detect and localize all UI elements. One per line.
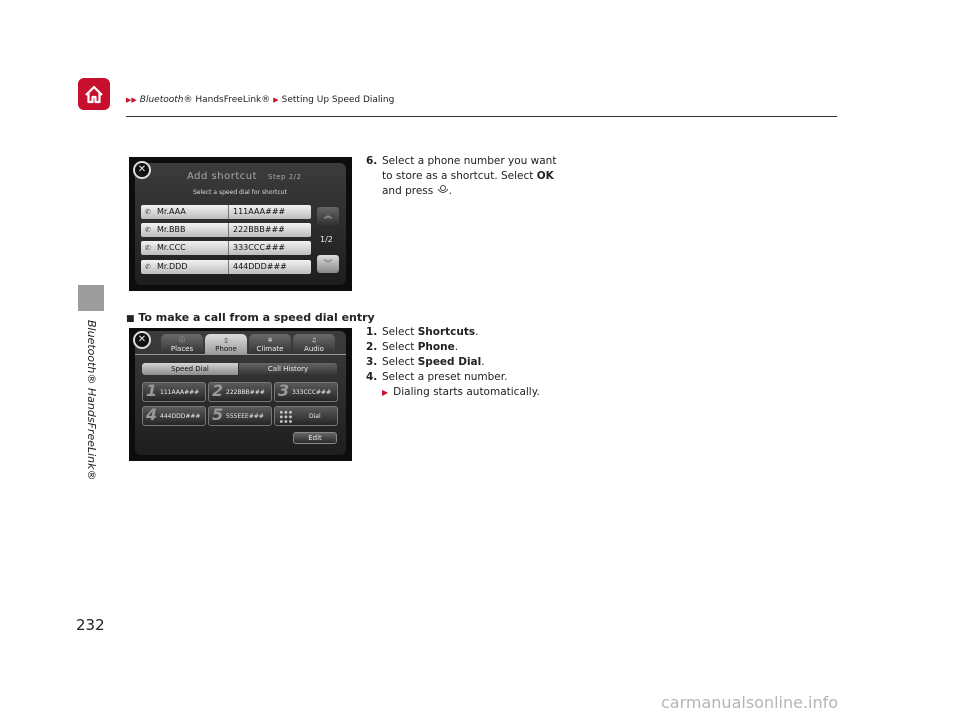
contact-row[interactable]: ✆ Mr.BBB 222BBB### [141, 223, 311, 237]
speed-dial-preset[interactable]: 5 555EEE### [208, 406, 272, 426]
tab-climate[interactable]: ✲ Climate [249, 334, 291, 354]
speed-dial-preset[interactable]: 1 111AAA### [142, 382, 206, 402]
scroll-down-icon[interactable]: ︾ [317, 255, 339, 273]
contact-row[interactable]: ✆ Mr.AAA 111AAA### [141, 205, 311, 219]
steps-list [366, 325, 540, 400]
step-item: 1. Select Shortcuts. [366, 326, 479, 338]
call-history-tab[interactable]: Call History [239, 363, 337, 375]
scroll-up-icon[interactable]: ︽ [317, 207, 339, 225]
speed-dial-tab[interactable]: Speed Dial [142, 363, 238, 375]
screen-subtitle: Select a speed dial for shortcut [193, 189, 287, 196]
speed-dial-preset[interactable]: 2 222BBB### [208, 382, 272, 402]
screen-title: Add shortcut Step 2/2 [187, 171, 302, 182]
keypad-icon [279, 410, 293, 424]
step-item: 2. Select Phone. [366, 341, 459, 353]
header-rule [126, 116, 837, 117]
step-item: 3. Select Speed Dial. [366, 356, 485, 368]
speed-dial-preset[interactable]: 3 333CCC### [274, 382, 338, 402]
step-result: ▶ Dialing starts automatically. [382, 386, 540, 398]
side-chapter-label: Bluetooth® HandsFreeLink® [85, 320, 98, 481]
tab-phone[interactable]: ▯ Phone [205, 334, 247, 354]
step-6: 6. Select a phone number you want to store as a shortcut. Select OK and press . [366, 155, 557, 197]
step-item: 4. Select a preset number. [366, 371, 508, 383]
breadcrumb-bluetooth[interactable]: Bluetooth [139, 95, 184, 105]
tab-audio[interactable]: ♫ Audio [293, 334, 335, 354]
home-icon[interactable] [78, 78, 110, 110]
contact-row[interactable]: ✆ Mr.DDD 444DDD### [141, 260, 311, 274]
breadcrumb-arrow-icon: ▶▶ [126, 96, 137, 104]
close-icon[interactable]: ✕ [133, 331, 151, 349]
page-number: 232 [76, 616, 105, 634]
add-shortcut-screen [129, 157, 352, 291]
breadcrumb [126, 95, 394, 105]
section-heading: ■ To make a call from a speed dial entry [126, 311, 375, 324]
breadcrumb-current: Setting Up Speed Dialing [281, 95, 395, 105]
phone-speed-dial-screen [129, 328, 352, 461]
speed-dial-preset[interactable]: 4 444DDD### [142, 406, 206, 426]
result-arrow-icon: ▶ [382, 388, 389, 397]
close-icon[interactable]: ✕ [133, 161, 151, 179]
contact-row[interactable]: ✆ Mr.CCC 333CCC### [141, 241, 311, 255]
edit-button[interactable]: Edit [293, 432, 337, 444]
breadcrumb-arrow-icon: ▶ [273, 96, 279, 104]
tab-places[interactable]: ⓘ Places [161, 334, 203, 354]
page-indicator: 1/2 [320, 235, 333, 244]
selector-knob-icon [437, 184, 449, 195]
breadcrumb-handsfreelink[interactable]: ® HandsFreeLink® [183, 95, 271, 105]
dial-button[interactable]: Dial [274, 406, 338, 426]
watermark: carmanualsonline.info [661, 693, 839, 712]
side-chapter-tab [78, 285, 104, 311]
